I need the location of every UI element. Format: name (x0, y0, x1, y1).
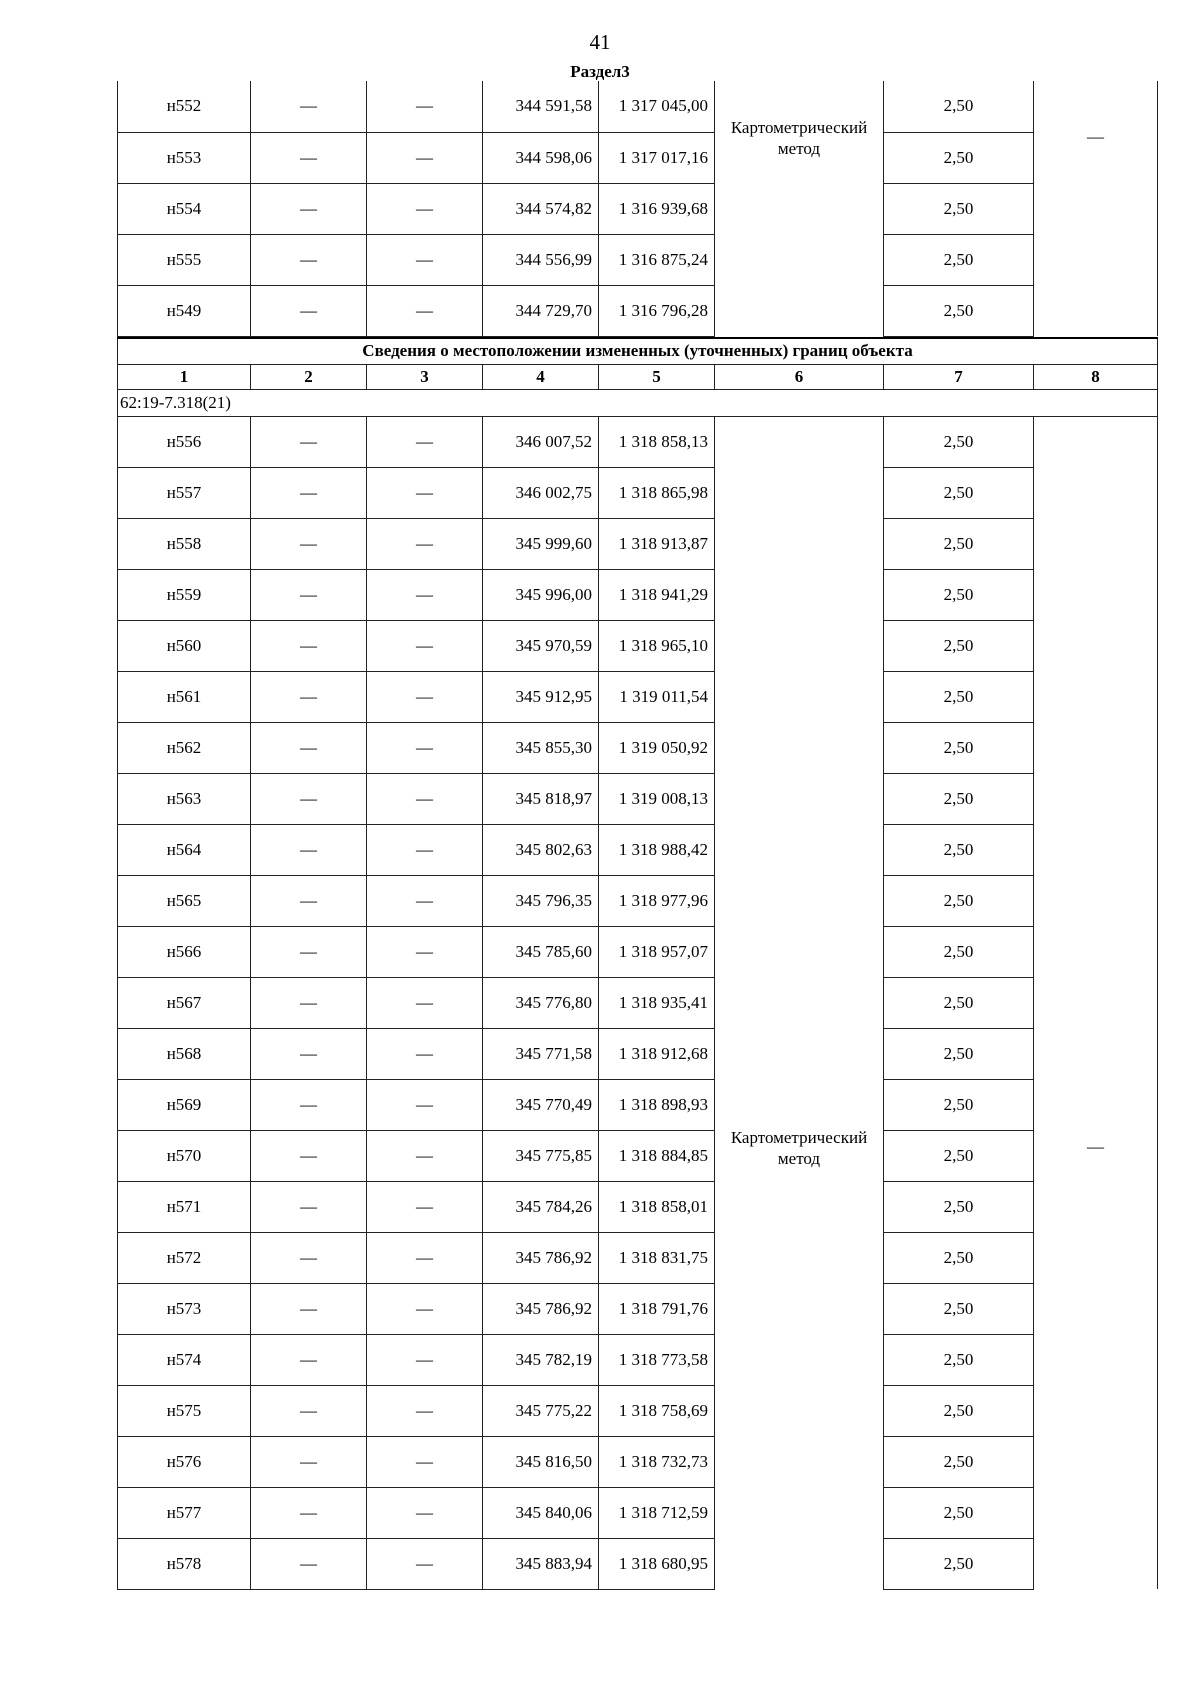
dash-cell: — (251, 1181, 367, 1232)
dash-cell: — (251, 722, 367, 773)
dash-cell: — (251, 824, 367, 875)
y-coordinate: 1 318 912,68 (599, 1028, 715, 1079)
precision-cell: 2,50 (884, 620, 1034, 671)
dash-cell: — (367, 926, 483, 977)
dash-cell: — (367, 1436, 483, 1487)
dash-cell: — (251, 1334, 367, 1385)
y-coordinate: 1 318 941,29 (599, 569, 715, 620)
y-coordinate: 1 318 977,96 (599, 875, 715, 926)
dash-cell: — (251, 875, 367, 926)
page-number: 41 (589, 30, 611, 54)
x-coordinate: 345 840,06 (483, 1487, 599, 1538)
precision-cell: 2,50 (884, 1538, 1034, 1589)
precision-cell: 2,50 (884, 1028, 1034, 1079)
precision-cell: 2,50 (884, 285, 1034, 336)
table-row (118, 183, 1158, 234)
dash-cell: — (367, 1079, 483, 1130)
point-number: н565 (118, 875, 251, 926)
point-number: н552 (118, 81, 251, 132)
dash-cell: — (367, 467, 483, 518)
x-coordinate: 345 785,60 (483, 926, 599, 977)
y-coordinate: 1 318 773,58 (599, 1334, 715, 1385)
point-number: н577 (118, 1487, 251, 1538)
x-coordinate: 345 782,19 (483, 1334, 599, 1385)
precision-cell: 2,50 (884, 1487, 1034, 1538)
y-coordinate: 1 318 858,01 (599, 1181, 715, 1232)
dash-cell: — (251, 569, 367, 620)
dash-cell: — (367, 1538, 483, 1589)
x-coordinate: 344 591,58 (483, 81, 599, 132)
table-row (118, 467, 1158, 518)
table-row (118, 1181, 1158, 1232)
x-coordinate: 346 002,75 (483, 467, 599, 518)
precision-cell: 2,50 (884, 1079, 1034, 1130)
y-coordinate: 1 317 017,16 (599, 132, 715, 183)
point-number: н555 (118, 234, 251, 285)
column-8-cell (1034, 416, 1158, 1589)
dash-cell: — (367, 1130, 483, 1181)
x-coordinate: 345 770,49 (483, 1079, 599, 1130)
dash-cell: — (251, 81, 367, 132)
dash-cell: — (367, 1283, 483, 1334)
method-label: Картометрический метод (730, 118, 868, 158)
dash-cell: — (367, 1181, 483, 1232)
table-row (118, 1283, 1158, 1334)
dash-cell: — (367, 1334, 483, 1385)
dash-cell: — (251, 518, 367, 569)
point-number: н578 (118, 1538, 251, 1589)
dash-cell: — (367, 722, 483, 773)
coordinates-table-bottom (117, 337, 1158, 1590)
dash-cell: — (367, 416, 483, 467)
point-number: н560 (118, 620, 251, 671)
table-row (118, 132, 1158, 183)
dash-cell: — (367, 285, 483, 336)
section-title: Раздел3 (570, 62, 630, 81)
y-coordinate: 1 316 939,68 (599, 183, 715, 234)
point-number: н549 (118, 285, 251, 336)
y-coordinate: 1 318 913,87 (599, 518, 715, 569)
precision-cell: 2,50 (884, 518, 1034, 569)
dash-cell: — (367, 875, 483, 926)
precision-cell: 2,50 (884, 132, 1034, 183)
point-number: н558 (118, 518, 251, 569)
dash-cell: — (251, 1487, 367, 1538)
table-row (118, 569, 1158, 620)
dash-cell: — (251, 620, 367, 671)
y-coordinate: 1 318 965,10 (599, 620, 715, 671)
dash-cell: — (367, 183, 483, 234)
y-coordinate: 1 318 858,13 (599, 416, 715, 467)
y-coordinate: 1 318 957,07 (599, 926, 715, 977)
point-number: н562 (118, 722, 251, 773)
x-coordinate: 345 771,58 (483, 1028, 599, 1079)
point-number: н557 (118, 467, 251, 518)
point-number: н554 (118, 183, 251, 234)
y-coordinate: 1 316 875,24 (599, 234, 715, 285)
table-row (118, 620, 1158, 671)
table-row (118, 234, 1158, 285)
y-coordinate: 1 318 935,41 (599, 977, 715, 1028)
dash-cell: — (251, 1283, 367, 1334)
table-row (118, 1538, 1158, 1589)
x-coordinate: 345 999,60 (483, 518, 599, 569)
point-number: н568 (118, 1028, 251, 1079)
precision-cell: 2,50 (884, 824, 1034, 875)
dash-cell: — (251, 1232, 367, 1283)
x-coordinate: 344 574,82 (483, 183, 599, 234)
x-coordinate: 345 816,50 (483, 1436, 599, 1487)
y-coordinate: 1 318 712,59 (599, 1487, 715, 1538)
dash-cell: — (367, 773, 483, 824)
x-coordinate: 345 996,00 (483, 569, 599, 620)
dash-cell: — (251, 671, 367, 722)
column-number: 4 (483, 364, 599, 389)
y-coordinate: 1 318 884,85 (599, 1130, 715, 1181)
x-coordinate: 344 556,99 (483, 234, 599, 285)
precision-cell: 2,50 (884, 671, 1034, 722)
dash-cell: — (251, 977, 367, 1028)
dash-cell: — (251, 1079, 367, 1130)
table-row (118, 1334, 1158, 1385)
x-coordinate: 344 598,06 (483, 132, 599, 183)
y-coordinate: 1 318 680,95 (599, 1538, 715, 1589)
table-row (118, 773, 1158, 824)
table-row (118, 1079, 1158, 1130)
x-coordinate: 344 729,70 (483, 285, 599, 336)
dash-cell: — (251, 926, 367, 977)
point-number: н575 (118, 1385, 251, 1436)
precision-cell: 2,50 (884, 569, 1034, 620)
dash-cell: — (367, 977, 483, 1028)
precision-cell: 2,50 (884, 1181, 1034, 1232)
precision-cell: 2,50 (884, 1283, 1034, 1334)
dash-cell: — (367, 1487, 483, 1538)
y-coordinate: 1 319 050,92 (599, 722, 715, 773)
table-row (118, 81, 1158, 132)
dash-cell: — (251, 1436, 367, 1487)
dash-cell: — (251, 1385, 367, 1436)
dash-cell: — (367, 518, 483, 569)
point-number: н573 (118, 1283, 251, 1334)
point-number: н570 (118, 1130, 251, 1181)
precision-cell: 2,50 (884, 926, 1034, 977)
y-coordinate: 1 318 988,42 (599, 824, 715, 875)
dash-cell: — (251, 416, 367, 467)
table-row (118, 416, 1158, 467)
precision-cell: 2,50 (884, 773, 1034, 824)
x-coordinate: 346 007,52 (483, 416, 599, 467)
table-row (118, 722, 1158, 773)
precision-cell: 2,50 (884, 1130, 1034, 1181)
precision-cell: 2,50 (884, 183, 1034, 234)
column-8-value: — (1087, 1136, 1104, 1156)
table-row (118, 977, 1158, 1028)
dash-cell: — (251, 1028, 367, 1079)
table-row (118, 1385, 1158, 1436)
x-coordinate: 345 855,30 (483, 722, 599, 773)
dash-cell: — (367, 81, 483, 132)
y-coordinate: 1 318 865,98 (599, 467, 715, 518)
column-number: 1 (118, 364, 251, 389)
y-coordinate: 1 319 011,54 (599, 671, 715, 722)
x-coordinate: 345 796,35 (483, 875, 599, 926)
precision-cell: 2,50 (884, 81, 1034, 132)
precision-cell: 2,50 (884, 977, 1034, 1028)
y-coordinate: 1 318 791,76 (599, 1283, 715, 1334)
precision-cell: 2,50 (884, 1436, 1034, 1487)
column-number: 5 (599, 364, 715, 389)
table-row (118, 1436, 1158, 1487)
point-number: н569 (118, 1079, 251, 1130)
point-number: н563 (118, 773, 251, 824)
point-number: н571 (118, 1181, 251, 1232)
precision-cell: 2,50 (884, 1232, 1034, 1283)
point-number: н567 (118, 977, 251, 1028)
point-number: н574 (118, 1334, 251, 1385)
column-8-value: — (1087, 127, 1104, 146)
point-number: н561 (118, 671, 251, 722)
method-cell (715, 416, 884, 1589)
point-number: н556 (118, 416, 251, 467)
y-coordinate: 1 318 831,75 (599, 1232, 715, 1283)
point-number: н576 (118, 1436, 251, 1487)
x-coordinate: 345 784,26 (483, 1181, 599, 1232)
dash-cell: — (367, 671, 483, 722)
precision-cell: 2,50 (884, 1385, 1034, 1436)
x-coordinate: 345 776,80 (483, 977, 599, 1028)
table-row (118, 518, 1158, 569)
dash-cell: — (367, 1028, 483, 1079)
dash-cell: — (251, 285, 367, 336)
dash-cell: — (367, 1385, 483, 1436)
y-coordinate: 1 316 796,28 (599, 285, 715, 336)
y-coordinate: 1 318 898,93 (599, 1079, 715, 1130)
x-coordinate: 345 775,85 (483, 1130, 599, 1181)
y-coordinate: 1 318 758,69 (599, 1385, 715, 1436)
dash-cell: — (367, 569, 483, 620)
y-coordinate: 1 317 045,00 (599, 81, 715, 132)
column-number: 2 (251, 364, 367, 389)
column-number: 3 (367, 364, 483, 389)
x-coordinate: 345 802,63 (483, 824, 599, 875)
dash-cell: — (251, 234, 367, 285)
x-coordinate: 345 786,92 (483, 1232, 599, 1283)
dash-cell: — (251, 132, 367, 183)
table-row (118, 1232, 1158, 1283)
point-number: н553 (118, 132, 251, 183)
dash-cell: — (367, 824, 483, 875)
x-coordinate: 345 818,97 (483, 773, 599, 824)
dash-cell: — (367, 132, 483, 183)
coordinates-table-top (117, 81, 1158, 337)
table-row (118, 875, 1158, 926)
method-label: Картометрический метод (730, 1127, 868, 1168)
table-row (118, 671, 1158, 722)
method-cell (715, 81, 884, 336)
table-row (118, 824, 1158, 875)
dash-cell: — (367, 234, 483, 285)
column-number: 8 (1034, 364, 1158, 389)
dash-cell: — (251, 183, 367, 234)
y-coordinate: 1 319 008,13 (599, 773, 715, 824)
table-row (118, 1130, 1158, 1181)
dash-cell: — (367, 1232, 483, 1283)
table-row (118, 926, 1158, 977)
precision-cell: 2,50 (884, 722, 1034, 773)
dash-cell: — (251, 467, 367, 518)
table-row (118, 1487, 1158, 1538)
x-coordinate: 345 775,22 (483, 1385, 599, 1436)
y-coordinate: 1 318 732,73 (599, 1436, 715, 1487)
x-coordinate: 345 912,95 (483, 671, 599, 722)
x-coordinate: 345 786,92 (483, 1283, 599, 1334)
precision-cell: 2,50 (884, 416, 1034, 467)
x-coordinate: 345 970,59 (483, 620, 599, 671)
point-number: н564 (118, 824, 251, 875)
precision-cell: 2,50 (884, 467, 1034, 518)
point-number: н559 (118, 569, 251, 620)
dash-cell: — (251, 1130, 367, 1181)
column-number: 7 (884, 364, 1034, 389)
x-coordinate: 345 883,94 (483, 1538, 599, 1589)
column-number: 6 (715, 364, 884, 389)
dash-cell: — (367, 620, 483, 671)
precision-cell: 2,50 (884, 1334, 1034, 1385)
point-number: н572 (118, 1232, 251, 1283)
precision-cell: 2,50 (884, 234, 1034, 285)
table-row (118, 1028, 1158, 1079)
table-heading: Сведения о местоположении измененных (уточненных) границ объекта (118, 338, 1158, 364)
dash-cell: — (251, 773, 367, 824)
parcel-number: 62:19-7.318(21) (118, 389, 1158, 416)
table-row (118, 285, 1158, 336)
column-8-cell (1034, 81, 1158, 336)
point-number: н566 (118, 926, 251, 977)
dash-cell: — (251, 1538, 367, 1589)
precision-cell: 2,50 (884, 875, 1034, 926)
